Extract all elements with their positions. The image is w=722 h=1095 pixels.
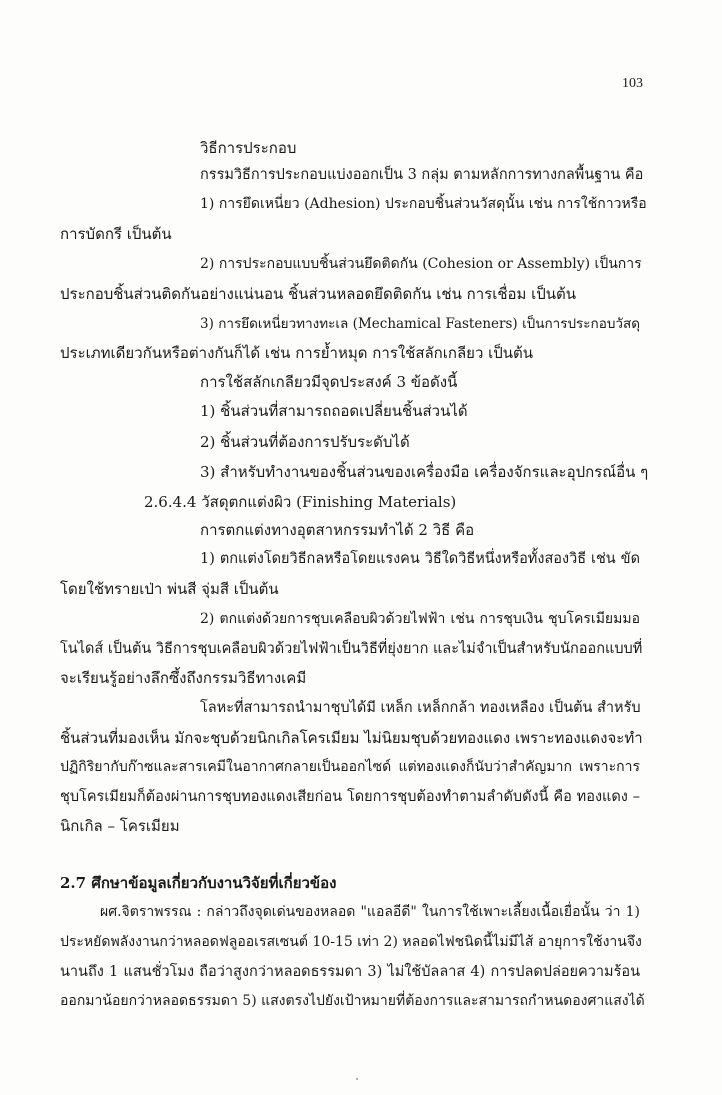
text-line: 2) ตกแต่งด้วยการชุบเคลือบผิวด้วยไฟฟ้า เช่น การชุบเงิน ชุบโครเมียมมอ xyxy=(200,611,640,627)
page-number: 103 xyxy=(622,76,643,91)
list-item: 2) ชิ้นส่วนที่ต้องการปรับระดับได้ xyxy=(200,433,410,451)
text-line: โลหะที่สามารถนำมาชุบได้มี เหล็ก เหล็กกล้า ทองเหลือง เป็นต้น สำหรับ xyxy=(200,700,641,716)
text-line: ประเภทเดียวกันหรือต่างกันก็ได้ เช่น การย้ำหมุด การใช้สลักเกลียว เป็นต้น xyxy=(60,344,534,362)
text-line: กรรมวิธีการประกอบแบ่งออกเป็น 3 กลุ่ม ตามหลักการทางกลพื้นฐาน คือ xyxy=(200,167,644,183)
section-heading-2-7: 2.7 ศึกษาข้อมูลเกี่ยวกับงานวิจัยที่เกี่ยวข้อง xyxy=(60,874,337,892)
text-line: ประหยัดพลังงานกว่าหลอดฟลูออเรสเซนต์ 10-15 เท่า 2) หลอดไฟชนิดนี้ไม่มีไส้ อายุการใช้งานจึง xyxy=(60,934,642,950)
text-line: 1) ตกแต่งโดยวิธีกลหรือโดยแรงคน วิธีใดวิธีหนึ่งหรือทั้งสองวิธี เช่น ขัด xyxy=(200,551,640,567)
text-line: ประกอบชิ้นส่วนติดกันอย่างแน่นอน ชิ้นส่วนหลอดยึดติดกัน เช่น การเชื่อม เป็นต้น xyxy=(60,285,577,303)
text-line: การบัดกรี เป็นต้น xyxy=(60,225,172,243)
text-line: โนไดส์ เป็นต้น วิธีการชุบเคลือบผิวด้วยไฟฟ้าเป็นวิธีที่ยุ่งยาก และไม่จำเป็นสำหรับนักออกแบบที่ xyxy=(60,641,643,657)
text-line: จะเรียนรู้อย่างลึกซึ้งถึงกรรมวิธีทางเคมี xyxy=(60,669,307,687)
text-line: โดยใช้ทรายเป่า พ่นสี จุ่มสี เป็นต้น xyxy=(60,580,279,598)
text-line: นานถึง 1 แสนชั่วโมง ถือว่าสูงกว่าหลอดธรรมดา 3) ไม่ใช้บัลลาส 4) การปลดปล่อยความร้อน xyxy=(60,964,640,980)
text-line: ชิ้นส่วนที่มองเห็น มักจะชุบด้วยนิกเกิลโครเมียม ไม่นิยมชุบด้วยทองแดง เพราะทองแดงจะทำ xyxy=(60,729,643,747)
text-line: ออกมาน้อยกว่าหลอดธรรมดา 5) แสงตรงไปยังเป้าหมายที่ต้องการและสามารถกำหนดองศาแสงได้ xyxy=(60,993,645,1009)
text-line: 2) การประกอบแบบชิ้นส่วนยึดติดกัน (Cohesion or Assembly) เป็นการ xyxy=(200,256,642,272)
text-line: 3) การยึดเหนี่ยวทางทะเล (Mechamical Fasteners) เป็นการประกอบวัสดุ xyxy=(200,316,640,332)
subsection-heading: 2.6.4.4 วัสดุตกแต่งผิว (Finishing Materials) xyxy=(144,493,457,511)
text-line: 1) การยึดเหนี่ยว (Adhesion) ประกอบชิ้นส่วนวัสดุนั้น เช่น การใช้กาวหรือ xyxy=(200,196,647,212)
text-line: ปฏิกิริยากับก๊าซและสารเคมีในอากาศกลายเป็นออกไซด์ แต่ทองแดงก็นับว่าสำคัญมาก เพราะการ xyxy=(60,759,640,775)
text-line: นิกเกิล – โครเมียม xyxy=(60,817,180,835)
text-line: การตกแต่งทางอุตสาหกรรมทำได้ 2 วิธี คือ xyxy=(200,521,475,539)
text-line: ชุบโครเมียมก็ต้องผ่านการชุบทองแดงเสียก่อน โดยการชุบต้องทำตามลำดับดังนี้ คือ ทองแดง – xyxy=(60,789,640,805)
heading-assembly-method: วิธีการประกอบ xyxy=(200,139,297,157)
scan-speck xyxy=(356,1078,358,1080)
text-line: การใช้สลักเกลียวมีจุดประสงค์ 3 ข้อดังนี้ xyxy=(200,373,458,391)
list-item: 3) สำหรับทำงานของชิ้นส่วนของเครื่องมือ เครื่องจักรและอุปกรณ์อื่น ๆ xyxy=(200,463,649,481)
list-item: 1) ชิ้นส่วนที่สามารถถอดเปลี่ยนชิ้นส่วนได้ xyxy=(200,402,468,420)
text-line: ผศ.จิตราพรรณ : กล่าวถึงจุดเด่นของหลอด "แอลอีดี" ในการใช้เพาะเลี้ยงเนื้อเยื่อนั้น ว่า 1) xyxy=(100,904,640,920)
